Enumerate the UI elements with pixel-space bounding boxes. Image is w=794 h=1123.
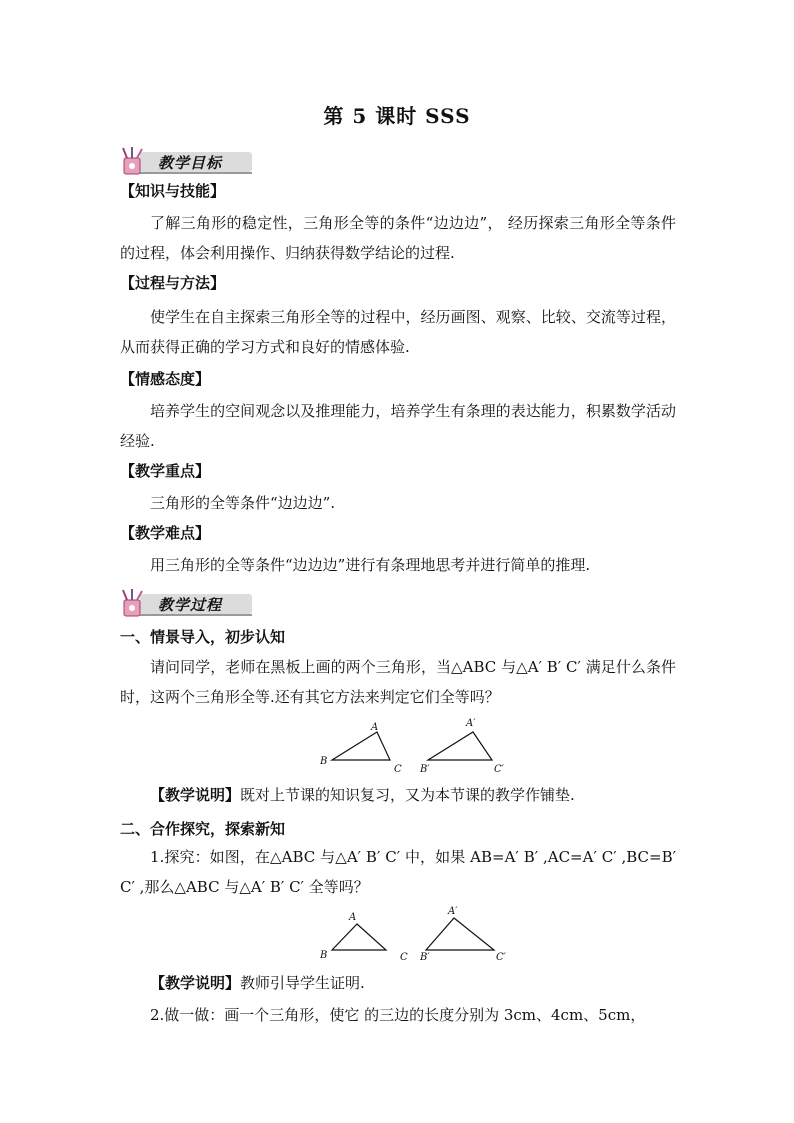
label-a: A — [371, 722, 379, 733]
label-a-prime: A′ — [466, 718, 476, 729]
label-a-2: A — [349, 912, 357, 923]
label-c-prime-2: C′ — [496, 952, 506, 963]
task-text: 2.做一做：画一个三角形，使它 的三边的长度分别为 3cm、4cm、5cm， — [150, 1006, 646, 1024]
key-point-text: 三角形的全等条件“边边边”. — [150, 494, 336, 512]
difficulty-heading: 【教学难点】 — [120, 524, 211, 542]
note1-text: 既对上节课的知识复习，又为本节课的教学作铺垫. — [240, 786, 575, 804]
triangle-abc — [332, 732, 390, 760]
part1-heading: 一、情景导入，初步认知 — [120, 628, 286, 646]
part1-text: 请问同学，老师在黑板上画的两个三角形，当△ABC 与△A′ B′ C′ 满足什么条件时，这两个三角形全等.还有其它方法来判定它们全等吗？ — [120, 658, 676, 706]
objectives-banner — [118, 146, 252, 174]
knowledge-text: 了解三角形的稳定性，三角形全等的条件“边边边”， 经历探索三角形全等条件的过程，体会利用操作、归纳获得数学结论的过程. — [120, 214, 676, 262]
label-b-prime-2: B′ — [420, 952, 430, 963]
label-c-prime: C′ — [494, 764, 504, 775]
label-b-2: B — [320, 950, 328, 961]
note2 — [120, 968, 676, 998]
part2-heading: 二、合作探究，探索新知 — [120, 820, 286, 838]
label-c: C — [394, 764, 402, 775]
triangle-figure-1 — [316, 714, 516, 778]
process-banner-label: 教学过程 — [158, 596, 223, 614]
triangle-figure-2 — [316, 904, 516, 968]
objectives-banner-label: 教学目标 — [158, 154, 223, 172]
triangle-abc-2 — [332, 924, 386, 950]
method-text: 使学生在自主探索三角形全等的过程中，经历画图、观察、比较、交流等过程，从而获得正确的学习方式和良好的情感体验. — [120, 308, 676, 356]
note1-label: 【教学说明】 — [150, 786, 241, 804]
attitude-text: 培养学生的空间观念以及推理能力，培养学生有条理的表达能力，积累数学活动经验. — [120, 402, 676, 450]
label-b-prime: B′ — [420, 764, 430, 775]
knowledge-heading: 【知识与技能】 — [120, 182, 226, 200]
attitude-heading: 【情感态度】 — [120, 370, 211, 388]
label-c-2: C — [400, 952, 408, 963]
page-title: 第 5 课时 SSS — [323, 104, 471, 128]
explore-text: 1.探究：如图，在△ABC 与△A′ B′ C′ 中，如果 AB=A′ B′ ,AC=A′ C′ ,BC=B′ C′ ,那么△ABC 与△A′ B′ C′ 全等吗？ — [120, 848, 676, 896]
method-heading: 【过程与方法】 — [120, 274, 226, 292]
note2-text: 教师引导学生证明. — [240, 974, 365, 992]
label-a-prime-2: A′ — [448, 906, 458, 917]
difficulty-text: 用三角形的全等条件“边边边”进行有条理地思考并进行简单的推理. — [150, 556, 591, 574]
pencil-cup-icon — [118, 146, 158, 176]
key-point-heading: 【教学重点】 — [120, 462, 211, 480]
triangle-a-prime-2 — [426, 918, 494, 950]
process-banner — [118, 588, 252, 616]
pencil-cup-icon — [118, 588, 158, 618]
note1 — [120, 780, 676, 810]
triangle-a-prime — [428, 732, 492, 760]
note2-label: 【教学说明】 — [150, 974, 241, 992]
label-b: B — [320, 756, 328, 767]
